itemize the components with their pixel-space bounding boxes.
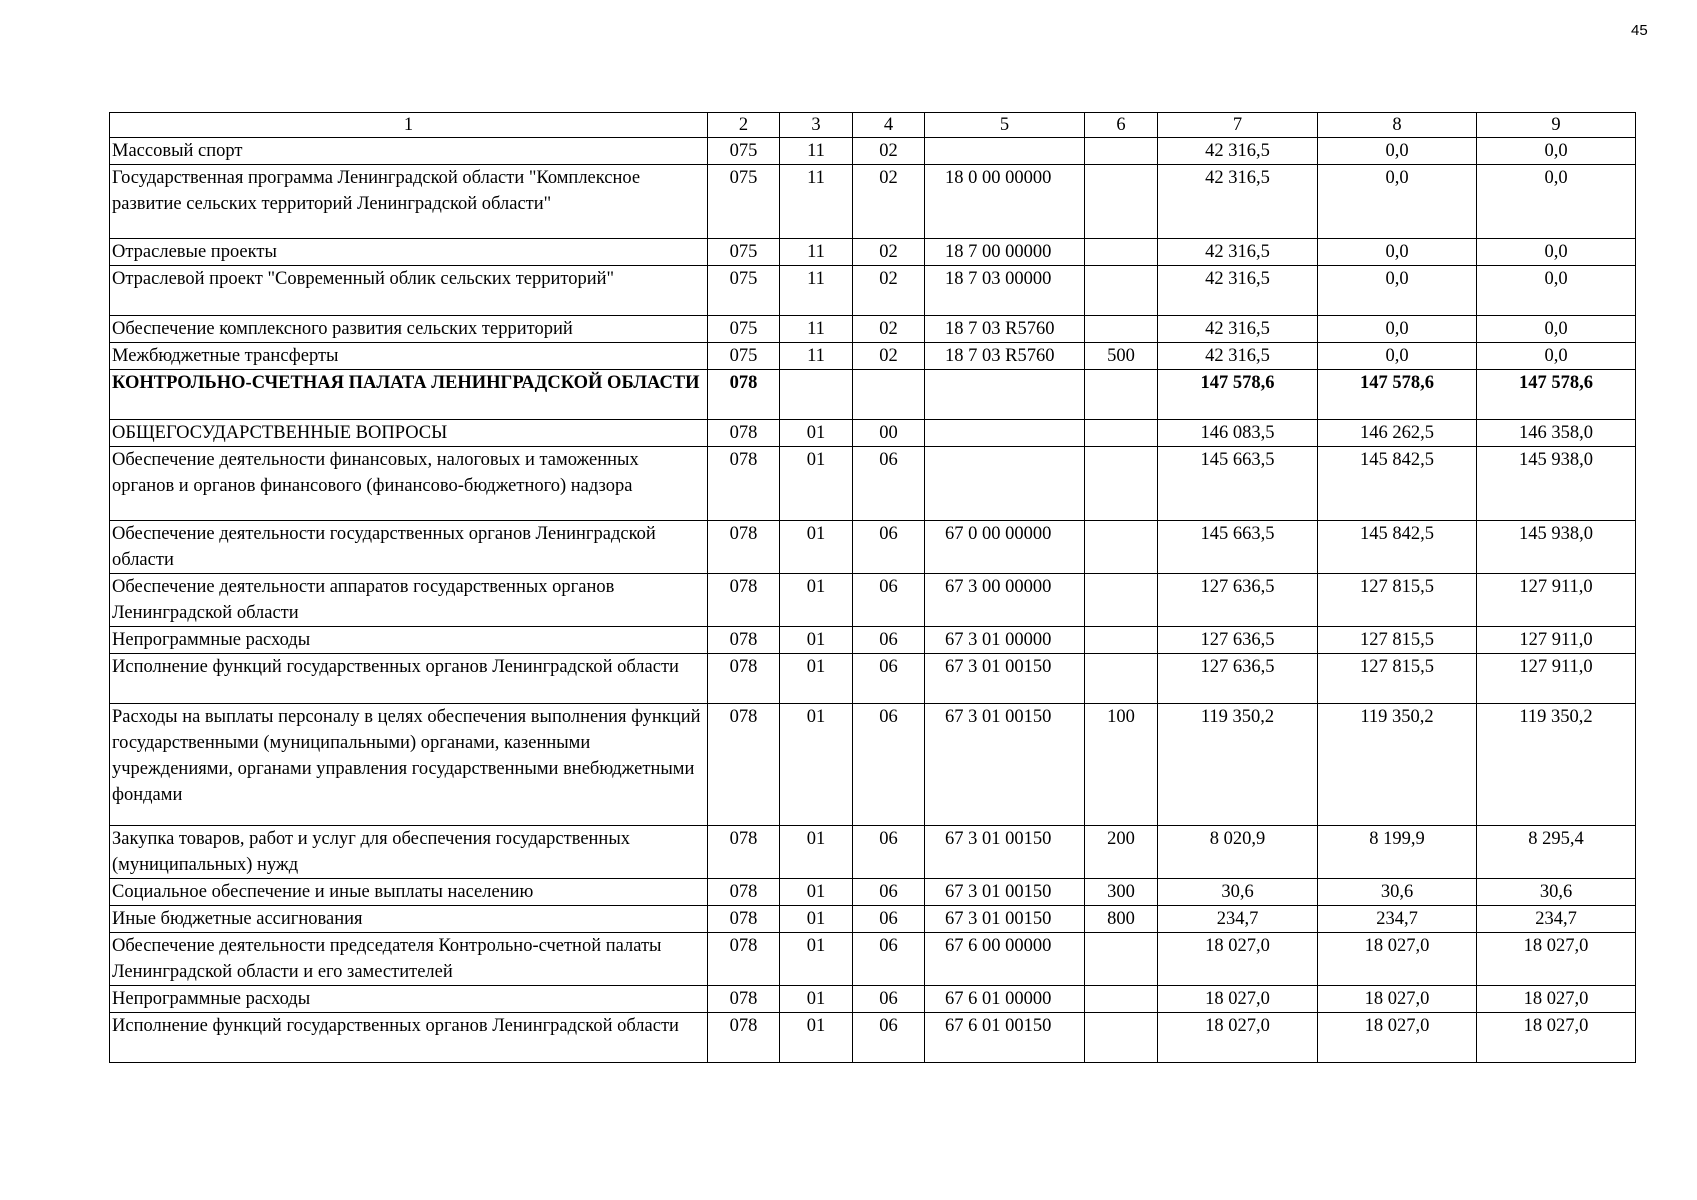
row-name-cell: Отраслевые проекты — [110, 239, 708, 266]
row-name-cell: Обеспечение деятельности государственных органов Ленинградской области — [110, 521, 708, 574]
amount-year1-cell: 42 316,5 — [1158, 266, 1318, 316]
section-code-cell: 01 — [780, 521, 853, 574]
amount-year2-cell: 0,0 — [1318, 239, 1477, 266]
row-name-cell: Социальное обеспечение и иные выплаты населению — [110, 879, 708, 906]
amount-year3-cell: 0,0 — [1477, 343, 1636, 370]
header-cell: 8 — [1318, 113, 1477, 138]
amount-year1-cell: 30,6 — [1158, 879, 1318, 906]
expense-type-cell: 500 — [1085, 343, 1158, 370]
ministry-code-cell: 078 — [708, 627, 780, 654]
table-row — [110, 316, 1636, 343]
section-code-cell: 01 — [780, 826, 853, 879]
table-row — [110, 627, 1636, 654]
target-article-cell — [925, 138, 1085, 165]
expense-type-cell — [1085, 266, 1158, 316]
target-article-cell: 67 3 01 00000 — [925, 627, 1085, 654]
row-name-cell: Отраслевой проект "Современный облик сельских территорий" — [110, 266, 708, 316]
amount-year2-cell: 119 350,2 — [1318, 704, 1477, 826]
amount-year2-cell: 127 815,5 — [1318, 574, 1477, 627]
row-name-cell: КОНТРОЛЬНО-СЧЕТНАЯ ПАЛАТА ЛЕНИНГРАДСКОЙ ОБЛАСТИ — [110, 370, 708, 420]
target-article-cell: 67 6 01 00150 — [925, 1013, 1085, 1063]
expense-type-cell — [1085, 521, 1158, 574]
section-code-cell: 01 — [780, 879, 853, 906]
ministry-code-cell: 078 — [708, 933, 780, 986]
ministry-code-cell: 075 — [708, 343, 780, 370]
target-article-cell — [925, 420, 1085, 447]
expense-type-cell: 100 — [1085, 704, 1158, 826]
expense-type-cell — [1085, 627, 1158, 654]
amount-year3-cell: 145 938,0 — [1477, 521, 1636, 574]
target-article-cell: 67 6 01 00000 — [925, 986, 1085, 1013]
table-body — [110, 138, 1636, 1063]
expense-type-cell: 800 — [1085, 906, 1158, 933]
amount-year3-cell: 30,6 — [1477, 879, 1636, 906]
target-article-cell: 18 7 03 R5760 — [925, 343, 1085, 370]
amount-year2-cell: 0,0 — [1318, 138, 1477, 165]
target-article-cell — [925, 370, 1085, 420]
amount-year1-cell: 147 578,6 — [1158, 370, 1318, 420]
subsection-code-cell: 02 — [853, 138, 925, 165]
ministry-code-cell: 078 — [708, 420, 780, 447]
amount-year3-cell: 127 911,0 — [1477, 574, 1636, 627]
amount-year3-cell: 18 027,0 — [1477, 933, 1636, 986]
amount-year1-cell: 145 663,5 — [1158, 521, 1318, 574]
header-cell: 9 — [1477, 113, 1636, 138]
amount-year3-cell: 18 027,0 — [1477, 986, 1636, 1013]
amount-year1-cell: 42 316,5 — [1158, 138, 1318, 165]
amount-year1-cell: 127 636,5 — [1158, 627, 1318, 654]
amount-year2-cell: 234,7 — [1318, 906, 1477, 933]
amount-year1-cell: 146 083,5 — [1158, 420, 1318, 447]
target-article-cell: 18 7 00 00000 — [925, 239, 1085, 266]
section-code-cell — [780, 370, 853, 420]
header-cell: 2 — [708, 113, 780, 138]
amount-year1-cell: 8 020,9 — [1158, 826, 1318, 879]
section-code-cell: 01 — [780, 574, 853, 627]
amount-year3-cell: 146 358,0 — [1477, 420, 1636, 447]
target-article-cell: 67 3 00 00000 — [925, 574, 1085, 627]
header-cell: 4 — [853, 113, 925, 138]
target-article-cell: 67 3 01 00150 — [925, 906, 1085, 933]
subsection-code-cell — [853, 370, 925, 420]
subsection-code-cell: 06 — [853, 826, 925, 879]
ministry-code-cell: 078 — [708, 986, 780, 1013]
expense-type-cell — [1085, 165, 1158, 239]
target-article-cell: 67 6 00 00000 — [925, 933, 1085, 986]
subsection-code-cell: 06 — [853, 521, 925, 574]
row-name-cell: ОБЩЕГОСУДАРСТВЕННЫЕ ВОПРОСЫ — [110, 420, 708, 447]
row-name-cell: Иные бюджетные ассигнования — [110, 906, 708, 933]
ministry-code-cell: 078 — [708, 704, 780, 826]
target-article-cell: 18 7 03 R5760 — [925, 316, 1085, 343]
ministry-code-cell: 075 — [708, 316, 780, 343]
table-row — [110, 574, 1636, 627]
amount-year2-cell: 18 027,0 — [1318, 1013, 1477, 1063]
ministry-code-cell: 078 — [708, 654, 780, 704]
table-row — [110, 239, 1636, 266]
expense-type-cell — [1085, 1013, 1158, 1063]
expense-type-cell — [1085, 447, 1158, 521]
header-cell: 1 — [110, 113, 708, 138]
subsection-code-cell: 06 — [853, 986, 925, 1013]
amount-year2-cell: 30,6 — [1318, 879, 1477, 906]
amount-year1-cell: 119 350,2 — [1158, 704, 1318, 826]
amount-year3-cell: 127 911,0 — [1477, 627, 1636, 654]
target-article-cell: 67 0 00 00000 — [925, 521, 1085, 574]
header-cell: 5 — [925, 113, 1085, 138]
ministry-code-cell: 078 — [708, 574, 780, 627]
subsection-code-cell: 02 — [853, 165, 925, 239]
row-name-cell: Обеспечение деятельности председателя Контрольно-счетной палаты Ленинградской области и его заместителей — [110, 933, 708, 986]
target-article-cell: 67 3 01 00150 — [925, 879, 1085, 906]
expense-type-cell — [1085, 239, 1158, 266]
page-number: 45 — [1631, 22, 1648, 39]
amount-year1-cell: 18 027,0 — [1158, 986, 1318, 1013]
budget-table — [109, 112, 1636, 1063]
ministry-code-cell: 075 — [708, 138, 780, 165]
row-name-cell: Обеспечение комплексного развития сельских территорий — [110, 316, 708, 343]
amount-year3-cell: 18 027,0 — [1477, 1013, 1636, 1063]
table-row — [110, 986, 1636, 1013]
ministry-code-cell: 078 — [708, 906, 780, 933]
amount-year2-cell: 0,0 — [1318, 343, 1477, 370]
amount-year2-cell: 8 199,9 — [1318, 826, 1477, 879]
subsection-code-cell: 06 — [853, 906, 925, 933]
ministry-code-cell: 078 — [708, 447, 780, 521]
subsection-code-cell: 06 — [853, 654, 925, 704]
ministry-code-cell: 075 — [708, 266, 780, 316]
section-code-cell: 11 — [780, 239, 853, 266]
ministry-code-cell: 078 — [708, 826, 780, 879]
amount-year1-cell: 42 316,5 — [1158, 239, 1318, 266]
subsection-code-cell: 06 — [853, 574, 925, 627]
ministry-code-cell: 075 — [708, 165, 780, 239]
amount-year2-cell: 146 262,5 — [1318, 420, 1477, 447]
ministry-code-cell: 078 — [708, 370, 780, 420]
section-code-cell: 11 — [780, 316, 853, 343]
expense-type-cell — [1085, 316, 1158, 343]
section-code-cell: 01 — [780, 447, 853, 521]
amount-year2-cell: 147 578,6 — [1318, 370, 1477, 420]
expense-type-cell — [1085, 420, 1158, 447]
amount-year3-cell: 127 911,0 — [1477, 654, 1636, 704]
section-code-cell: 11 — [780, 138, 853, 165]
expense-type-cell — [1085, 654, 1158, 704]
table-row — [110, 370, 1636, 420]
subsection-code-cell: 02 — [853, 316, 925, 343]
amount-year2-cell: 127 815,5 — [1318, 654, 1477, 704]
subsection-code-cell: 02 — [853, 343, 925, 370]
section-code-cell: 01 — [780, 654, 853, 704]
amount-year3-cell: 8 295,4 — [1477, 826, 1636, 879]
table-row — [110, 704, 1636, 826]
target-article-cell — [925, 447, 1085, 521]
table-row — [110, 521, 1636, 574]
amount-year2-cell: 127 815,5 — [1318, 627, 1477, 654]
amount-year2-cell: 0,0 — [1318, 316, 1477, 343]
subsection-code-cell: 06 — [853, 627, 925, 654]
table-row — [110, 266, 1636, 316]
subsection-code-cell: 06 — [853, 879, 925, 906]
row-name-cell: Закупка товаров, работ и услуг для обеспечения государственных (муниципальных) нужд — [110, 826, 708, 879]
subsection-code-cell: 02 — [853, 266, 925, 316]
section-code-cell: 11 — [780, 343, 853, 370]
expense-type-cell: 300 — [1085, 879, 1158, 906]
table-row — [110, 343, 1636, 370]
amount-year3-cell: 145 938,0 — [1477, 447, 1636, 521]
section-code-cell: 11 — [780, 266, 853, 316]
amount-year3-cell: 234,7 — [1477, 906, 1636, 933]
amount-year2-cell: 0,0 — [1318, 266, 1477, 316]
subsection-code-cell: 00 — [853, 420, 925, 447]
amount-year1-cell: 18 027,0 — [1158, 1013, 1318, 1063]
section-code-cell: 01 — [780, 627, 853, 654]
table-row — [110, 447, 1636, 521]
column-number-header-row — [110, 113, 1636, 138]
expense-type-cell — [1085, 933, 1158, 986]
ministry-code-cell: 078 — [708, 879, 780, 906]
table-row — [110, 165, 1636, 239]
table-row — [110, 879, 1636, 906]
subsection-code-cell: 06 — [853, 933, 925, 986]
ministry-code-cell: 075 — [708, 239, 780, 266]
amount-year3-cell: 119 350,2 — [1477, 704, 1636, 826]
row-name-cell: Массовый спорт — [110, 138, 708, 165]
table-row — [110, 933, 1636, 986]
header-cell: 7 — [1158, 113, 1318, 138]
amount-year1-cell: 42 316,5 — [1158, 165, 1318, 239]
target-article-cell: 67 3 01 00150 — [925, 654, 1085, 704]
section-code-cell: 11 — [780, 165, 853, 239]
row-name-cell: Расходы на выплаты персоналу в целях обеспечения выполнения функций государственными (муниципальными) органами, казенными учреждениями, органами управления государственными внебюджетными фондами — [110, 704, 708, 826]
amount-year2-cell: 18 027,0 — [1318, 986, 1477, 1013]
amount-year1-cell: 145 663,5 — [1158, 447, 1318, 521]
row-name-cell: Исполнение функций государственных органов Ленинградской области — [110, 654, 708, 704]
row-name-cell: Исполнение функций государственных органов Ленинградской области — [110, 1013, 708, 1063]
ministry-code-cell: 078 — [708, 1013, 780, 1063]
row-name-cell: Государственная программа Ленинградской области "Комплексное развитие сельских территорий Ленинградской области" — [110, 165, 708, 239]
amount-year1-cell: 234,7 — [1158, 906, 1318, 933]
amount-year3-cell: 147 578,6 — [1477, 370, 1636, 420]
ministry-code-cell: 078 — [708, 521, 780, 574]
row-name-cell: Непрограммные расходы — [110, 986, 708, 1013]
row-name-cell: Межбюджетные трансферты — [110, 343, 708, 370]
row-name-cell: Обеспечение деятельности финансовых, налоговых и таможенных органов и органов финансового (финансово-бюджетного) надзора — [110, 447, 708, 521]
amount-year1-cell: 42 316,5 — [1158, 343, 1318, 370]
amount-year3-cell: 0,0 — [1477, 239, 1636, 266]
amount-year1-cell: 127 636,5 — [1158, 654, 1318, 704]
expense-type-cell — [1085, 138, 1158, 165]
table-row — [110, 138, 1636, 165]
section-code-cell: 01 — [780, 933, 853, 986]
subsection-code-cell: 06 — [853, 1013, 925, 1063]
section-code-cell: 01 — [780, 986, 853, 1013]
expense-type-cell — [1085, 574, 1158, 627]
target-article-cell: 67 3 01 00150 — [925, 704, 1085, 826]
amount-year3-cell: 0,0 — [1477, 316, 1636, 343]
target-article-cell: 18 0 00 00000 — [925, 165, 1085, 239]
table-row — [110, 1013, 1636, 1063]
target-article-cell: 67 3 01 00150 — [925, 826, 1085, 879]
subsection-code-cell: 06 — [853, 704, 925, 826]
row-name-cell: Обеспечение деятельности аппаратов государственных органов Ленинградской области — [110, 574, 708, 627]
amount-year2-cell: 145 842,5 — [1318, 521, 1477, 574]
amount-year1-cell: 127 636,5 — [1158, 574, 1318, 627]
amount-year1-cell: 42 316,5 — [1158, 316, 1318, 343]
table-row — [110, 906, 1636, 933]
header-cell: 6 — [1085, 113, 1158, 138]
table-row — [110, 420, 1636, 447]
expense-type-cell — [1085, 986, 1158, 1013]
section-code-cell: 01 — [780, 420, 853, 447]
expense-type-cell: 200 — [1085, 826, 1158, 879]
amount-year1-cell: 18 027,0 — [1158, 933, 1318, 986]
section-code-cell: 01 — [780, 906, 853, 933]
amount-year3-cell: 0,0 — [1477, 266, 1636, 316]
table-row — [110, 654, 1636, 704]
expense-type-cell — [1085, 370, 1158, 420]
subsection-code-cell: 02 — [853, 239, 925, 266]
header-cell: 3 — [780, 113, 853, 138]
amount-year2-cell: 18 027,0 — [1318, 933, 1477, 986]
table-row — [110, 826, 1636, 879]
target-article-cell: 18 7 03 00000 — [925, 266, 1085, 316]
amount-year3-cell: 0,0 — [1477, 138, 1636, 165]
amount-year3-cell: 0,0 — [1477, 165, 1636, 239]
amount-year2-cell: 0,0 — [1318, 165, 1477, 239]
section-code-cell: 01 — [780, 1013, 853, 1063]
subsection-code-cell: 06 — [853, 447, 925, 521]
row-name-cell: Непрограммные расходы — [110, 627, 708, 654]
amount-year2-cell: 145 842,5 — [1318, 447, 1477, 521]
section-code-cell: 01 — [780, 704, 853, 826]
